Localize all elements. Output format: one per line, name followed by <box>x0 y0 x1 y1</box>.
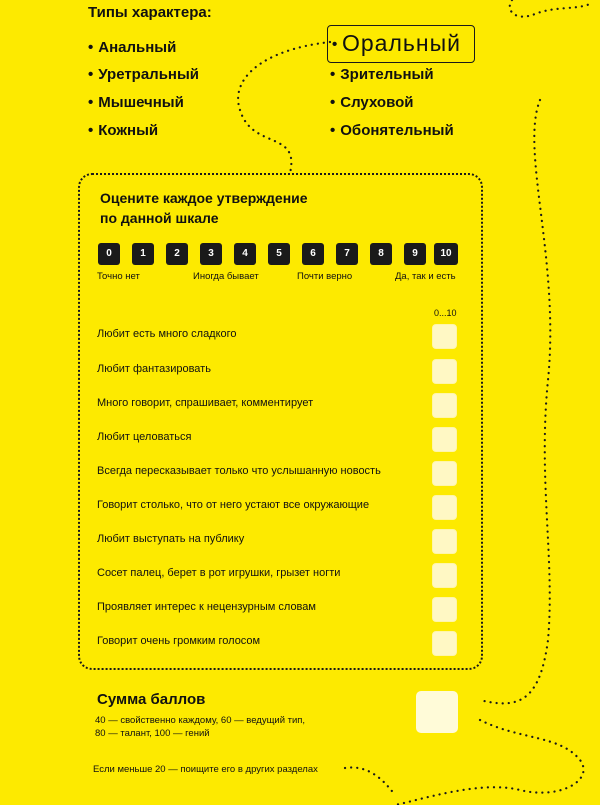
bullet: • <box>88 122 94 139</box>
type-label: Анальный <box>98 39 177 56</box>
score-input[interactable] <box>432 359 457 384</box>
type-label: Обонятельный <box>340 122 454 139</box>
scale-value-1: 1 <box>132 243 154 265</box>
scale-label-sometimes: Иногда бывает <box>193 271 259 282</box>
type-label: Слуховой <box>340 94 414 111</box>
character-types-title: Типы характера: <box>88 4 212 21</box>
instruction-line: по данной шкале <box>100 210 219 226</box>
scale-value-7: 7 <box>336 243 358 265</box>
statement: Проявляет интерес к нецензурным словам <box>97 601 316 613</box>
statement: Любит фантазировать <box>97 363 211 375</box>
type-item-visual <box>330 66 434 83</box>
type-label: Мышечный <box>98 94 184 111</box>
scale-value-4: 4 <box>234 243 256 265</box>
score-input[interactable] <box>432 495 457 520</box>
score-input[interactable] <box>432 324 457 349</box>
bullet: • <box>330 94 336 111</box>
score-input[interactable] <box>432 529 457 554</box>
type-item-muscular <box>88 94 184 111</box>
total-score-title: Сумма баллов <box>97 691 206 708</box>
statement: Говорит очень громким голосом <box>97 635 261 647</box>
score-input[interactable] <box>432 393 457 418</box>
instruction-text <box>100 188 380 228</box>
scale-value-6: 6 <box>302 243 324 265</box>
scale-value-2: 2 <box>166 243 188 265</box>
score-input[interactable] <box>432 563 457 588</box>
bullet: • <box>330 66 336 83</box>
statement: Всегда пересказывает только что услышанную новость <box>97 465 381 477</box>
note-line: 40 — свойственно каждому, 60 — ведущий тип, <box>95 715 306 726</box>
bullet: • <box>88 66 94 83</box>
instruction-line: Оцените каждое утверждение <box>100 190 308 206</box>
bullet: • <box>88 39 94 56</box>
scale-value-3: 3 <box>200 243 222 265</box>
type-item-urethral <box>88 66 199 83</box>
type-item-oral-selected: Оральный <box>342 30 461 56</box>
score-range-label: 0...10 <box>434 308 457 318</box>
type-item-anal <box>88 39 176 56</box>
scale-value-10: 10 <box>434 243 458 265</box>
score-input[interactable] <box>432 461 457 486</box>
bullet: • <box>332 36 338 53</box>
score-input[interactable] <box>432 631 457 656</box>
scale-value-5: 5 <box>268 243 290 265</box>
bullet: • <box>88 94 94 111</box>
type-item-auditory <box>330 94 414 111</box>
total-score-input[interactable] <box>416 691 458 733</box>
scale-label-almost: Почти верно <box>297 271 353 282</box>
statement: Говорит столько, что от него устают все окружающие <box>97 499 370 511</box>
scale-value-0: 0 <box>98 243 120 265</box>
statement: Сосет палец, берет в рот игрушки, грызет ногти <box>97 567 341 579</box>
statement: Много говорит, спрашивает, комментирует <box>97 397 314 409</box>
footer-note: Если меньше 20 — поищите его в других разделах <box>93 764 318 775</box>
scale-value-9: 9 <box>404 243 426 265</box>
type-label: Зрительный <box>340 66 434 83</box>
type-label: Уретральный <box>98 66 200 83</box>
scale-value-8: 8 <box>370 243 392 265</box>
statement: Любит есть много сладкого <box>97 328 237 340</box>
scale-label-yes: Да, так и есть <box>395 271 456 282</box>
note-line: 80 — талант, 100 — гений <box>95 728 210 739</box>
score-input[interactable] <box>432 427 457 452</box>
type-label: Кожный <box>98 122 159 139</box>
statement: Любит выступать на публику <box>97 533 245 545</box>
bullet: • <box>330 122 336 139</box>
score-input[interactable] <box>432 597 457 622</box>
scale-label-no: Точно нет <box>97 271 140 282</box>
total-score-note <box>95 714 355 740</box>
type-item-skin <box>88 122 158 139</box>
statement: Любит целоваться <box>97 431 192 443</box>
type-item-olfactory <box>330 122 454 139</box>
